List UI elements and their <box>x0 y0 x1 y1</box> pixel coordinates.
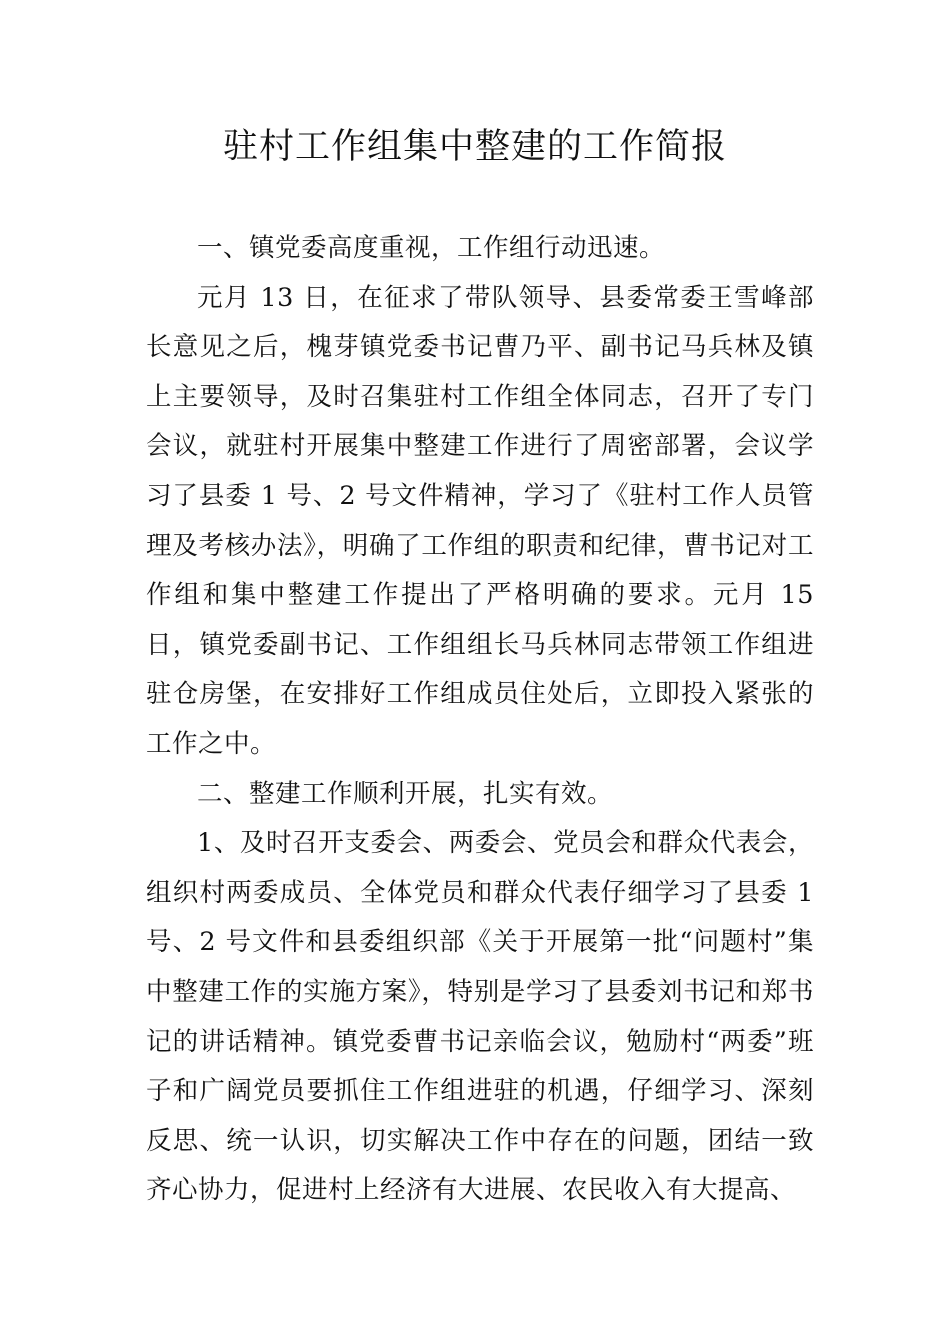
document-title: 驻村工作组集中整建的工作简报 <box>222 127 727 167</box>
document-body <box>146 224 814 1216</box>
paragraph: 1、及时召开支委会、两委会、党员会和群众代表会，组织村两委成员、全体党员和群众代表仔细学习了县委 1 号、2 号文件和县委组织部《关于开展第一批“问题村”集中整建工作的实施方案》，特别是学习了县委刘书记和郑书记的讲话精神。镇党委曹书记亲临会议，勉励村“两委”班子和广阔党员要抓住工作组进驻的机遇，仔细学习、深刻反思、统一认识，切实解决工作中存在的问题，团结一致齐心协力，促进村上经济有大进展、农民收入有大提高、 <box>146 828 814 1206</box>
section-heading-2: 二、整建工作顺利开展，扎实有效。 <box>197 778 614 809</box>
section-heading-1: 一、镇党委高度重视，工作组行动迅速。 <box>197 233 666 263</box>
paragraph: 元月 13 日，在征求了带队领导、县委常委王雪峰部长意见之后，槐芽镇党委书记曹乃平、副书记马兵林及镇上主要领导，及时召集驻村工作组全体同志，召开了专门会议，就驻村开展集中整建工作进行了周密部署，会议学习了县委 1 号、2 号文件精神，学习了《驻村工作人员管理及考核办法》，明确了工作组的职责和纪律，曹书记对工作组和集中整建工作提出了严格明确的要求。元月 15 日，镇党委副书记、工作组组长马兵林同志带领工作组进驻仓房堡，在安排好工作组成员住处后，立即投入紧张的工作之中。 <box>146 282 814 759</box>
